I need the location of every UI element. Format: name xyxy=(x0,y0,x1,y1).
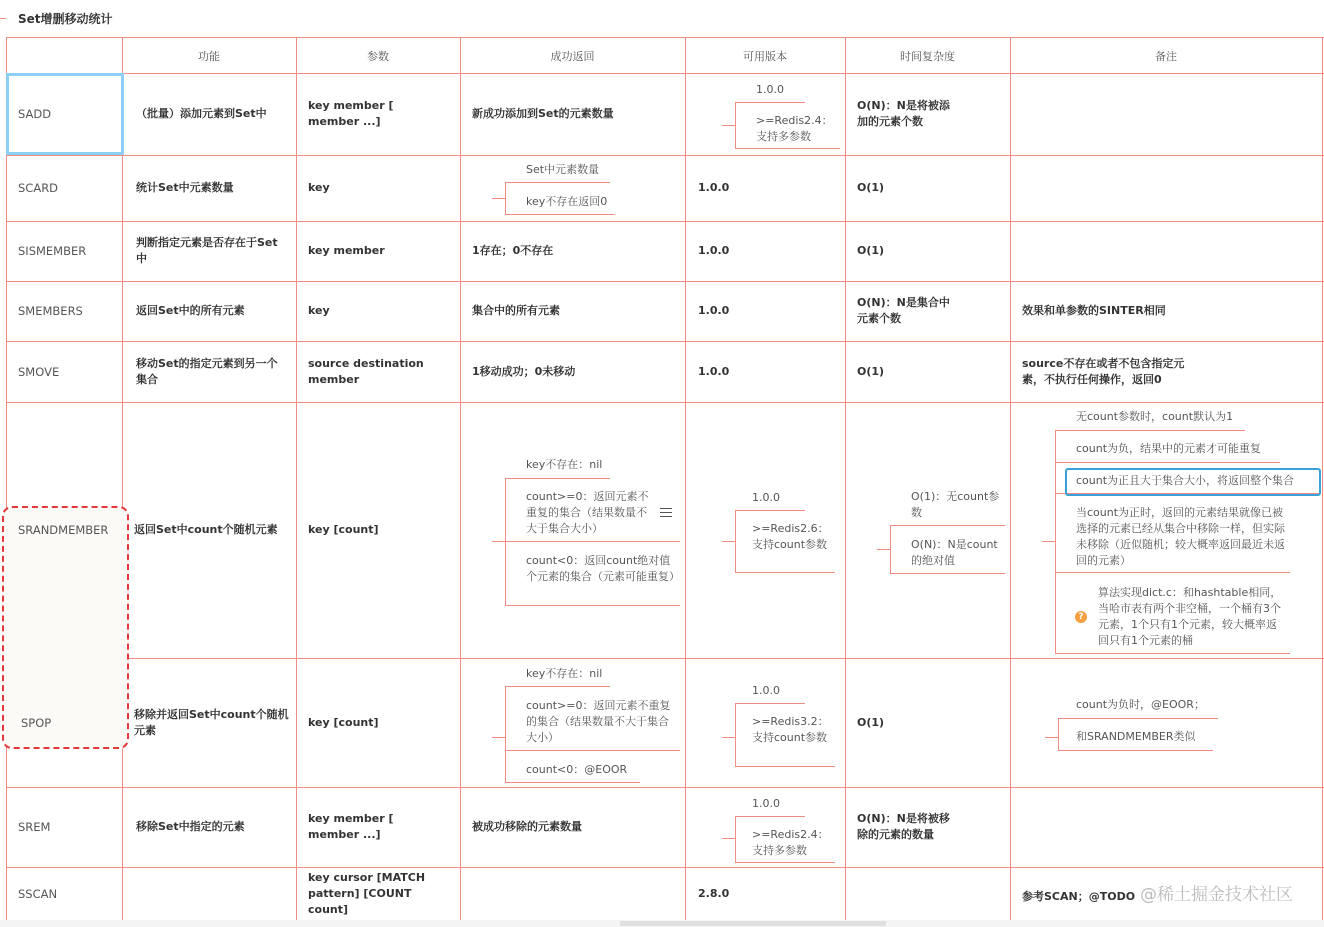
func-smembers[interactable]: 返回Set中的所有元素 xyxy=(136,304,245,317)
func-sismember[interactable]: 判断指定元素是否存在于Set中 xyxy=(136,236,278,265)
grid-line xyxy=(845,38,846,920)
func-smove[interactable]: 移动Set的指定元素到另一个集合 xyxy=(136,356,278,386)
note-spop-similar[interactable]: 和SRANDMEMBER类似 xyxy=(1076,730,1196,743)
version-note-srandmember[interactable]: >=Redis2.6：支持count参数 xyxy=(752,522,829,551)
header-function[interactable]: 功能 xyxy=(198,49,220,63)
version-smove[interactable]: 1.0.0 xyxy=(698,364,730,378)
return-spop-positive[interactable]: count>=0：返回元素不重复的集合（结果数量不大于集合大小） xyxy=(526,699,671,744)
version-smembers[interactable]: 1.0.0 xyxy=(698,304,730,317)
note-sscan[interactable]: 参考SCAN；@TODO xyxy=(1022,890,1136,903)
version-sismember[interactable]: 1.0.0 xyxy=(698,244,730,257)
menu-icon[interactable] xyxy=(660,508,672,517)
func-sadd[interactable]: （批量）添加元素到Set中 xyxy=(136,107,267,120)
params-sadd[interactable]: key member [ member ...] xyxy=(308,99,394,128)
header-complexity[interactable]: 时间复杂度 xyxy=(900,49,955,63)
cmd-spop[interactable]: SPOP xyxy=(21,715,52,730)
params-spop[interactable]: key [count] xyxy=(308,715,379,729)
cmd-srem[interactable]: SREM xyxy=(18,820,51,834)
return-smove[interactable]: 1移动成功；0未移动 xyxy=(472,364,576,378)
time-srandmember-nocount[interactable]: O(1)：无count参数 xyxy=(911,490,1000,519)
time-smembers[interactable]: O(N)：N是集合中元素个数 xyxy=(857,296,950,325)
func-scard[interactable]: 统计Set中元素数量 xyxy=(136,181,234,194)
func-srem[interactable]: 移除Set中指定的元素 xyxy=(136,820,245,833)
version-sscan[interactable]: 2.8.0 xyxy=(698,886,730,900)
func-spop[interactable]: 移除并返回Set中count个随机元素 xyxy=(134,707,289,737)
grid-line xyxy=(1322,38,1323,920)
return-smembers[interactable]: 集合中的所有元素 xyxy=(472,304,560,317)
grid-line xyxy=(1010,38,1011,920)
version-spop[interactable]: 1.0.0 xyxy=(752,684,780,697)
params-smove[interactable]: source destination member xyxy=(308,356,424,386)
note-srandmember-negative[interactable]: count为负，结果中的元素才可能重复 xyxy=(1076,442,1262,455)
page-title: Set增删移动统计 xyxy=(18,12,113,26)
grid-line xyxy=(296,38,297,920)
note-smembers[interactable]: 效果和单参数的SINTER相同 xyxy=(1022,304,1166,317)
cmd-sismember[interactable]: SISMEMBER xyxy=(18,244,87,258)
note-smove[interactable]: source不存在或者不包含指定元素，不执行任何操作，返回0 xyxy=(1022,356,1185,386)
version-note-spop[interactable]: >=Redis3.2：支持count参数 xyxy=(752,715,829,744)
time-spop[interactable]: O(1) xyxy=(857,715,885,729)
time-srem[interactable]: O(N)：N是将被移除的元素的数量 xyxy=(857,812,950,841)
return-sadd[interactable]: 新成功添加到Set的元素数量 xyxy=(472,107,614,120)
cmd-srandmember[interactable]: SRANDMEMBER xyxy=(18,523,109,537)
version-scard[interactable]: 1.0.0 xyxy=(698,181,730,194)
grid-line xyxy=(122,38,123,920)
grid-line xyxy=(6,38,7,920)
note-srandmember-positive[interactable]: 当count为正时，返回的元素结果就像已被选择的元素已经从集合中移除一样，但实际未移除（近似随机；较大概率返回最近未返回的元素） xyxy=(1076,506,1285,567)
cmd-sadd[interactable]: SADD xyxy=(18,107,52,121)
note-srandmember-algorithm[interactable]: 算法实现dict.c：和hashtable相同，当哈市表有两个非空桶，一个桶有3个元素，1个只有1个元素，较大概率返回只有1个元素的桶 xyxy=(1098,586,1282,647)
return-srandmember-nil[interactable]: key不存在：nil xyxy=(526,458,603,471)
return-srem[interactable]: 被成功移除的元素数量 xyxy=(472,820,582,833)
horizontal-scrollbar[interactable] xyxy=(620,921,886,926)
params-sscan[interactable]: key cursor [MATCH pattern] [COUNT count] xyxy=(308,870,426,916)
grid-line xyxy=(460,38,461,920)
version-note-sadd[interactable]: >=Redis2.4：支持多参数 xyxy=(756,114,833,143)
time-scard[interactable]: O(1) xyxy=(857,181,885,194)
return-srandmember-positive[interactable]: count>=0：返回元素不重复的集合（结果数量不大于集合大小） xyxy=(526,490,649,535)
params-scard[interactable]: key xyxy=(308,181,330,194)
time-smove[interactable]: O(1) xyxy=(857,364,885,378)
title-box[interactable] xyxy=(6,0,1324,38)
note-srandmember-default[interactable]: 无count参数时，count默认为1 xyxy=(1076,410,1234,423)
header-return[interactable]: 成功返回 xyxy=(550,49,595,63)
params-sismember[interactable]: key member xyxy=(308,244,385,257)
header-version[interactable]: 可用版本 xyxy=(743,49,787,63)
func-srandmember[interactable]: 返回Set中count个随机元素 xyxy=(134,523,278,536)
return-note-scard[interactable]: key不存在返回0 xyxy=(526,195,608,208)
version-sadd[interactable]: 1.0.0 xyxy=(756,83,784,96)
time-srandmember-count[interactable]: O(N)：N是count的绝对值 xyxy=(911,538,998,567)
header-note[interactable]: 备注 xyxy=(1155,49,1177,63)
params-srandmember[interactable]: key [count] xyxy=(308,523,379,536)
watermark: @稀土掘金技术社区 xyxy=(1140,885,1293,905)
return-sismember[interactable]: 1存在；0不存在 xyxy=(472,244,554,257)
return-scard[interactable]: Set中元素数量 xyxy=(526,163,600,176)
version-srem[interactable]: 1.0.0 xyxy=(752,797,780,810)
warning-icon[interactable]: ? xyxy=(1075,611,1087,623)
header-params[interactable]: 参数 xyxy=(367,49,389,63)
version-note-srem[interactable]: >=Redis2.4：支持多参数 xyxy=(752,828,829,857)
note-srandmember-whole-set[interactable]: count为正且大于集合大小，将返回整个集合 xyxy=(1076,474,1295,487)
cmd-smove[interactable]: SMOVE xyxy=(18,364,60,379)
time-sadd[interactable]: O(N)：N是将被添加的元素个数 xyxy=(857,99,950,128)
params-smembers[interactable]: key xyxy=(308,304,330,317)
note-spop-negative[interactable]: count为负时，@EOOR； xyxy=(1076,698,1205,711)
cmd-smembers[interactable]: SMEMBERS xyxy=(18,304,83,318)
grid-line xyxy=(685,38,686,920)
params-srem[interactable]: key member [ member ...] xyxy=(308,812,394,841)
return-srandmember-negative[interactable]: count<0：返回count绝对值个元素的集合（元素可能重复） xyxy=(526,554,680,583)
cmd-scard[interactable]: SCARD xyxy=(18,181,59,195)
return-spop-negative[interactable]: count<0：@EOOR xyxy=(526,763,628,776)
return-spop-nil[interactable]: key不存在：nil xyxy=(526,667,603,680)
cmd-sscan[interactable]: SSCAN xyxy=(18,886,58,901)
version-srandmember[interactable]: 1.0.0 xyxy=(752,491,780,504)
time-sismember[interactable]: O(1) xyxy=(857,244,885,257)
